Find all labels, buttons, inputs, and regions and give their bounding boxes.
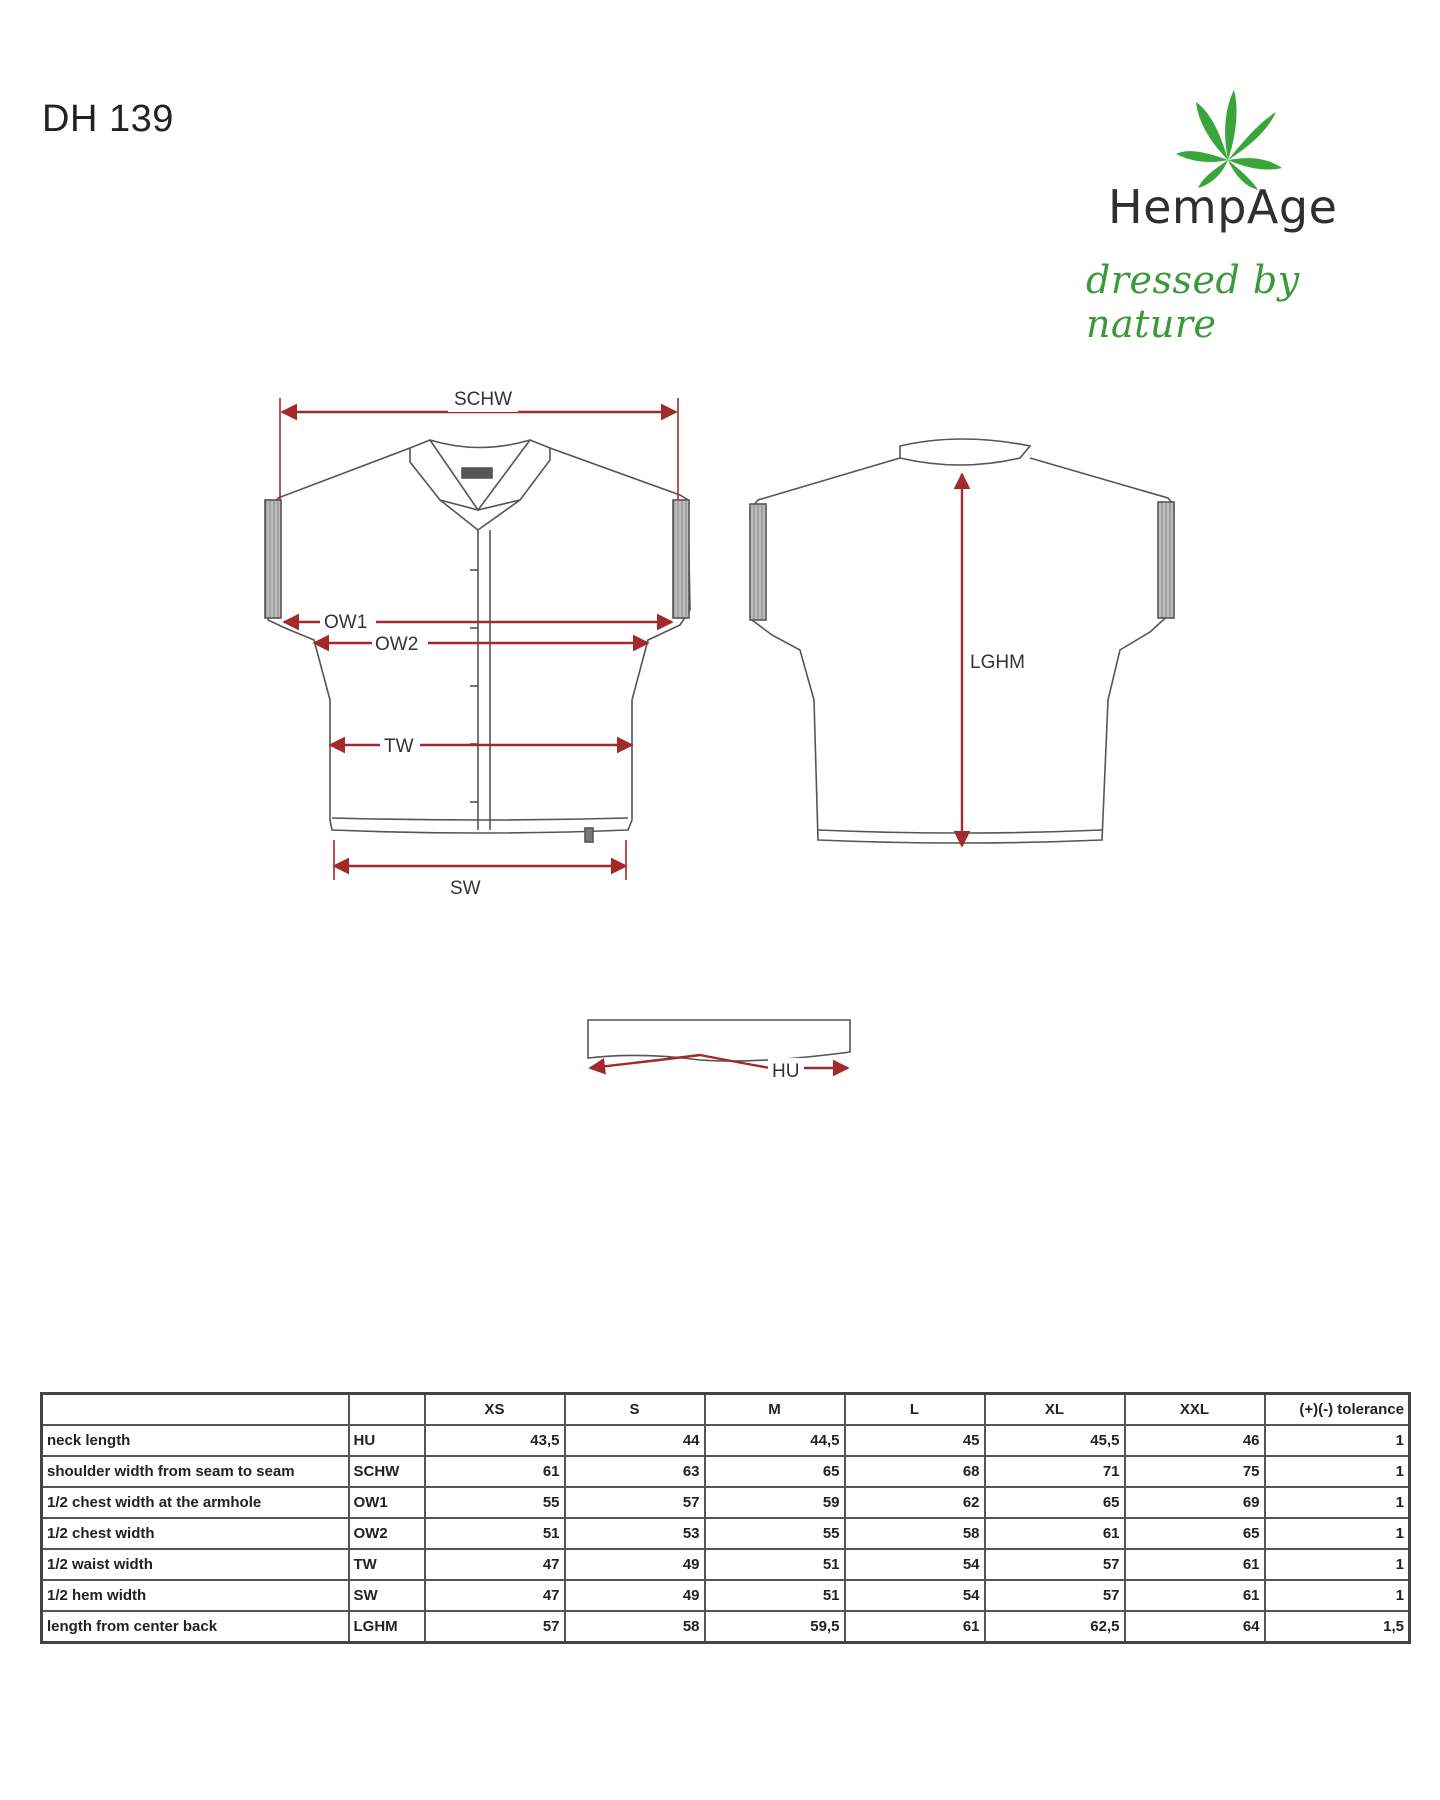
row-code: LGHM — [349, 1611, 425, 1643]
column-header — [42, 1394, 349, 1426]
product-code: DH 139 — [42, 98, 174, 140]
row-description: 1/2 chest width at the armhole — [42, 1487, 349, 1518]
cell-xl: 57 — [985, 1580, 1125, 1611]
sw-label: SW — [450, 878, 481, 899]
table-header-row — [42, 1394, 1410, 1426]
cell-xs: 43,5 — [425, 1425, 565, 1456]
collar-detail — [588, 1020, 850, 1061]
column-header-s: S — [565, 1394, 705, 1426]
lghm-label: LGHM — [970, 652, 1025, 673]
cell-xl: 45,5 — [985, 1425, 1125, 1456]
cell-m: 59 — [705, 1487, 845, 1518]
cell-xs: 61 — [425, 1456, 565, 1487]
cell-xxl: 64 — [1125, 1611, 1265, 1643]
cell-m: 51 — [705, 1549, 845, 1580]
tw-label: TW — [384, 736, 414, 757]
table-row — [42, 1611, 1410, 1643]
row-description: 1/2 waist width — [42, 1549, 349, 1580]
column-header-xxl: XXL — [1125, 1394, 1265, 1426]
row-code: TW — [349, 1549, 425, 1580]
cell-l: 54 — [845, 1580, 985, 1611]
table-row — [42, 1549, 1410, 1580]
row-code: SW — [349, 1580, 425, 1611]
cell-tolerance: 1 — [1265, 1518, 1410, 1549]
cell-l: 61 — [845, 1611, 985, 1643]
row-code: OW2 — [349, 1518, 425, 1549]
cell-xs: 47 — [425, 1580, 565, 1611]
cell-l: 45 — [845, 1425, 985, 1456]
row-description: shoulder width from seam to seam — [42, 1456, 349, 1487]
table-row — [42, 1518, 1410, 1549]
cell-xs: 47 — [425, 1549, 565, 1580]
schw-label: SCHW — [454, 389, 513, 410]
column-header-xl: XL — [985, 1394, 1125, 1426]
cell-s: 58 — [565, 1611, 705, 1643]
cell-xxl: 61 — [1125, 1580, 1265, 1611]
column-header-xs: XS — [425, 1394, 565, 1426]
front-view — [265, 440, 690, 842]
cell-tolerance: 1 — [1265, 1425, 1410, 1456]
cell-tolerance: 1 — [1265, 1487, 1410, 1518]
row-description: 1/2 chest width — [42, 1518, 349, 1549]
cell-xxl: 46 — [1125, 1425, 1265, 1456]
cell-s: 63 — [565, 1456, 705, 1487]
cell-l: 54 — [845, 1549, 985, 1580]
cell-m: 65 — [705, 1456, 845, 1487]
cell-xs: 57 — [425, 1611, 565, 1643]
cell-xxl: 75 — [1125, 1456, 1265, 1487]
cell-xxl: 69 — [1125, 1487, 1265, 1518]
cell-xs: 51 — [425, 1518, 565, 1549]
cell-l: 58 — [845, 1518, 985, 1549]
cell-tolerance: 1 — [1265, 1549, 1410, 1580]
row-code: SCHW — [349, 1456, 425, 1487]
table-row — [42, 1487, 1410, 1518]
row-description: neck length — [42, 1425, 349, 1456]
cell-l: 68 — [845, 1456, 985, 1487]
cell-tolerance: 1,5 — [1265, 1611, 1410, 1643]
hu-label: HU — [772, 1061, 800, 1082]
table-row — [42, 1580, 1410, 1611]
cell-l: 62 — [845, 1487, 985, 1518]
cell-s: 49 — [565, 1580, 705, 1611]
row-code: HU — [349, 1425, 425, 1456]
row-code: OW1 — [349, 1487, 425, 1518]
cell-s: 44 — [565, 1425, 705, 1456]
cell-xl: 62,5 — [985, 1611, 1125, 1643]
cell-xl: 61 — [985, 1518, 1125, 1549]
brand-name: HempAge — [1108, 180, 1338, 234]
ow1-label: OW1 — [324, 612, 368, 633]
column-header-tolerance: (+)(-) tolerance — [1265, 1394, 1410, 1426]
cell-xxl: 61 — [1125, 1549, 1265, 1580]
cell-tolerance: 1 — [1265, 1456, 1410, 1487]
size-table — [40, 1392, 1411, 1644]
cell-s: 53 — [565, 1518, 705, 1549]
cell-m: 44,5 — [705, 1425, 845, 1456]
cell-xxl: 65 — [1125, 1518, 1265, 1549]
cell-xl: 71 — [985, 1456, 1125, 1487]
cell-xl: 65 — [985, 1487, 1125, 1518]
ow2-label: OW2 — [375, 634, 419, 655]
cell-s: 49 — [565, 1549, 705, 1580]
column-header-l: L — [845, 1394, 985, 1426]
cell-tolerance: 1 — [1265, 1580, 1410, 1611]
table-row — [42, 1456, 1410, 1487]
cell-m: 51 — [705, 1580, 845, 1611]
cell-m: 59,5 — [705, 1611, 845, 1643]
cell-xs: 55 — [425, 1487, 565, 1518]
brand-slogan: dressed by nature — [1086, 258, 1300, 346]
cell-xl: 57 — [985, 1549, 1125, 1580]
cell-m: 55 — [705, 1518, 845, 1549]
column-header — [349, 1394, 425, 1426]
column-header-m: M — [705, 1394, 845, 1426]
cell-s: 57 — [565, 1487, 705, 1518]
table-row — [42, 1425, 1410, 1456]
row-description: length from center back — [42, 1611, 349, 1643]
row-description: 1/2 hem width — [42, 1580, 349, 1611]
